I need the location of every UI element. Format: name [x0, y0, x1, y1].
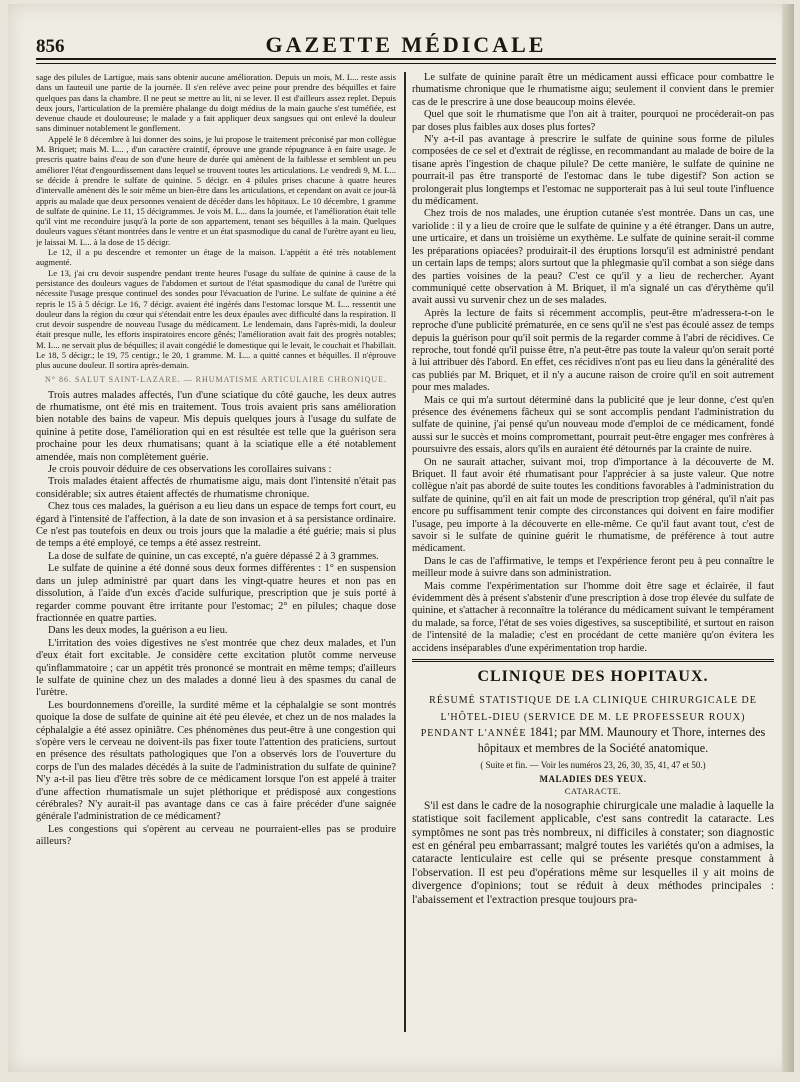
newspaper-page — [8, 4, 794, 1072]
subheading-cataracte: CATARACTE. — [564, 785, 622, 796]
body-paragraph: Le sulfate de quinine a été donné sous deux formes différentes : 1° en suspension dans un julep administré par quart dans les vingt-quatre heures et non pas en dissolution, à l'aide d'un excès d'acide sulfurique, prescription que je suis porté à regarder comme pouvant être irritante pour l'estomac; 2° en pilules; chaque dose fractionnée en quatre parties. — [36, 563, 396, 624]
body-paragraph: Mais ce qui m'a surtout déterminé dans la publicité que je leur donne, c'est qu'en présence des événemens fâcheux qui se sont accomplis pendant l'administration du sulfate de quinine, j'ai pensé qu'un nouveau mode d'emploi de ce médicament, fondé aussi sur le succès et moins compromettant, pourrait peut-être engager mes confrères à poursuivre des essais, alors qu'ils en auraient été détournés par la crainte de nuire. — [412, 394, 774, 456]
body-paragraph: Le sulfate de quinine paraît être un médicament aussi efficace pour combattre le rhumatisme chronique que le rhumatisme aigu; seulement il convient dans le premier cas de le prescrire à une dose beaucoup moins élevée. — [412, 72, 774, 108]
journal-title: GAZETTE MÉDICALE — [265, 32, 547, 57]
page-edge — [782, 4, 794, 1072]
section-title: CLINIQUE DES HOPITAUX. — [477, 668, 709, 686]
show-through-text: N° 86. SALUT SAINT-LAZARE. — RHUMATISME ARTICULAIRE CHRONIQUE. — [44, 374, 388, 384]
body-paragraph: Trois autres malades affectés, l'un d'une sciatique du côté gauche, les deux autres de rhumatisme, ont été mis en traitement. Tous trois avaient pris sans amélioration bien notable des bains de vapeur. Mis depuis quelques jours à l'usage du sulfate de quinine à petite dose, l'amélioration qui en est résultée est telle que la guérison sera prochaine pour les deux rhumatisans; quant à la sciatique elle a été notablement amendée, mais non complètement guérie. — [36, 389, 396, 463]
body-paragraph: Trois malades étaient affectés de rhumatisme aigu, mais dont l'intensité n'était pas considérable; six autres étaient affectés de rhumatisme chronique. — [36, 476, 396, 500]
page-number: 856 — [36, 36, 65, 57]
subheading: MALADIES DES YEUX. — [539, 773, 647, 784]
body-paragraph: Chez tous ces malades, la guérison a eu lieu dans un espace de temps fort court, eu égard à l'intensité de l'affection, à la date de son invasion et à sa persistance ordinaire. Ce n'est pas toutefois en deux ou trois jours que la maladie a été guérie; mais si plus de temps a été employé, ce temps a été assez restreint. — [36, 501, 396, 550]
abstract-authors: 1841; par MM. Maunoury et Thore, internes des hôpitaux et membres de la Société anatomique. — [477, 724, 766, 756]
body-paragraph: Dans les deux modes, la guérison a eu lieu. — [48, 625, 228, 637]
body-paragraph: Les congestions qui s'opèrent au cerveau ne pourraient-elles pas se produire ailleurs? — [36, 823, 396, 848]
body-paragraph: Après la lecture de faits si récemment accomplis, peut-être m'adressera-t-on le reproche d'une publicité prématurée, en ce sens qu'il ne s'est pas écoulé assez de temps depuis la guérison pour qu'il soit permis de la regarder comme à l'abri de récidives. Ce reproche, tout fondé qu'il puisse être, n'a peut-être pas toute la valeur qu'on serait porté à lui attribuer dès l'abord. En effet, ces récidives n'ont pas eu lieu dans la généralité des cas publiés par M. Briquet, et il n'y a aucune raison de croire qu'il en soit autrement pour mes malades. — [412, 307, 774, 394]
body-paragraph: L'irritation des voies digestives ne s'est montrée que chez deux malades, et l'un d'eux était fort excitable. Je considère cette excitation plutôt comme nerveuse qu'inflammatoire ; car un appétit très prononcé se montrait en même temps; d'ailleurs le sulfate de quinine chez un des malades a donné lieu à des spasmes du canal de l'urètre. — [36, 637, 396, 699]
body-paragraph: Les bourdonnemens d'oreille, la surdité même et la céphalalgie se sont montrés quoique la dose de sulfate de quinine ait été peu élevée, et chez un de nos malades la céphalalgie a été assez opiniâtre. Ces phénomènes dus peut-être à une congestion qui s'opère vers le cerveau ne doivent-ils pas fixer toute l'attention des praticiens, surtout en présence des résultats pathologiques que l'on a observés lors de l'ouverture du corps de l'un des malades décédés à la suite de l'administration du sulfate de quinine? N'y a-t-il pas lieu d'être très sobre de ce médicament lorsque l'on est appelé à traiter d'une affection rhumatismale un sujet pléthorique et prédisposé aux congestions cérébrales? N'y aurait-il pas avantage dans ce cas à faire précéder d'une saignée générale l'administration de ce médicament? — [36, 699, 396, 823]
body-paragraph: N'y a-t-il pas avantage à prescrire le sulfate de quinine sous forme de pilules composées de ce sel et d'extrait de réglisse, en recommandant au malade de boire de la tisane après l'ingestion de chaque pilule? De cette manière, le sulfate de quinine ne pourrait-il pas être transporté de l'estomac dans le tube digestif? Son action se prolongerait plus longtemps et l'estomac ne supporterait pas à lui seul toute l'influence du médicament. — [412, 134, 774, 208]
right-column — [412, 72, 774, 1062]
body-paragraph: Mais comme l'expérimentation sur l'homme doit être sage et éclairée, il faut évidemment dès à présent s'abstenir d'une prescription à dose trop élevée du sulfate de quinine, et s'attacher à reconnaître la tolérance du médicament suivant le tempérament du malade, sa force, l'état de ses voies digestives, sa susceptibilité, et surtout en raison de l'intensité de la maladie; c'est en procédant de cette manière qu'on évitera les accidens inséparables d'une expérimentation trop hardie. — [412, 580, 774, 654]
column-divider — [404, 72, 406, 1032]
clinique-paragraph: S'il est dans le cadre de la nosographie chirurgicale une maladie à laquelle la statistique soit facilement applicable, c'est sans contredit la cataracte. Les symptômes ne sont pas très nombreux, ni difficiles à constater; son diagnostic est en général peu embarrassant; malgré toutes les variétés qu'on a admises, la cataracte lenticulaire est celle qui se présente presque constamment à l'observation. Il est peu d'opérations même sur lesquelles il y ait moins de divergence d'opinions; tout se réduit à deux méthodes principales : l'abaissement et l'extraction presque toujours pra- — [412, 799, 774, 906]
left-column — [36, 72, 396, 1062]
section-rule — [412, 659, 774, 662]
observation-paragraph: Le 12, il a pu descendre et remonter un étage de la maison. L'appétit a été très notablement augmenté. — [36, 247, 396, 268]
body-paragraph: Je crois pouvoir déduire de ces observations les corollaires suivans : — [48, 464, 332, 476]
observation-paragraph: Appelé le 8 décembre à lui donner des soins, je lui propose le traitement préconisé par mon collègue M. Briquet; mais M. L... , d'un caractère craintif, éprouve une grande répugnance à en faire usage. Je prescris quatre bains d'eau de son d'une heure de durée qui amènent de la faiblesse et semblent un peu améliorer l'état d'engourdissement dans lequel se trouvent toutes les articulations. Le vendredi 9, M. L... se décide à prendre le sulfate de quinine. 5 décigr. en 4 pilules prises chacune à quatre heures d'intervalle amènent dès le soir même un bien-être dans les articulations, et cependant on avait ce jour-là appris au malade que deux personnes venaient de décéder dans les hôpitaux. Le 10 décembre, 1 gramme de sulfate de quinine. Le 11, 15 décigrammes. Je vois M. L... dans la journée, et l'amélioration était telle qu'il vint me reconduire jusqu'à la porte de son appartement, tenant ses béquilles à la main. Quelques douleurs vagues s'étant montrées dans le ventre et un état spasmodique du canal de l'urètre ayant eu lieu, je laissai M. L... à la dose de 15 décigr. — [36, 133, 396, 247]
abstract-smallcaps: RÉSUMÉ STATISTIQUE DE LA CLINIQUE CHIRURGICALE DE L'HÔTEL-DIEU (SERVICE DE M. LE PROFESSEUR ROUX) PENDANT L'ANNÉE — [420, 695, 757, 739]
body-paragraph: Dans le cas de l'affirmative, le temps et l'expérience feront peu à peu connaître le meilleur mode à suivre dans son administration. — [412, 555, 774, 580]
page-header — [36, 28, 776, 64]
suite-note: ( Suite et fin. — Voir les numéros 23, 26, 30, 35, 41, 47 et 50.) — [480, 759, 706, 770]
body-paragraph: On ne saurait attacher, suivant moi, trop d'importance à la découverte de M. Briquet. Il faut avoir été rhumatisant pour l'apprécier à sa juste valeur. Que notre collègue n'ait pas abordé de suite toutes les conditions favorables à l'administration du sulfate de quinine, qu'il en ait fait un mode de prescription trop général, qu'il n'ait pas encore pu suffisamment tenir compte des circonstances qui doivent en faire modifier l'usage, peu importe à la découverte en elle-même. Ce qu'il faut avant tout, c'est de savoir si le sulfate de quinine guérit le rhumatisme, de préférence à tout autre médicament. — [412, 456, 774, 555]
section-abstract — [412, 692, 774, 756]
header-rule — [36, 58, 776, 64]
observation-paragraph: Le 13, j'ai cru devoir suspendre pendant trente heures l'usage du sulfate de quinine à cause de la persistance des douleurs vagues de l'abdomen et surtout de l'état spasmodique du canal de l'urètre qui nécessite l'usage presque continuel des sondes pour l'évacuation de l'urine. Le sulfate de quinine a été repris le 15 à 5 décigr. Le 16, 7 décigr. avaient été ingérés dans l'estomac lorsque M. L... ressentit une douleur dans la région du cœur qui s'étendait entre les deux épaules avec difficulté dans la respiration. Il crut devoir suspendre de nouveau l'usage du médicament. Le lendemain, dans l'après-midi, la douleur était presque nulle, les efforts inspiratoires encore gênés; l'amélioration avait fait des progrès notables; M. L... ne servait plus de béquilles; il avait congédié le domestique qui le levait, le couchait et l'habillait. Le 18, 5 décigr.; le 19, 75 centigr.; le 20, 1 gramme. M. L... a quitté cannes et béquilles. Il n'éprouve plus aucune douleur. Il sortira après-demain. — [36, 267, 396, 371]
body-paragraph: La dose de sulfate de quinine, un cas excepté, n'a guère dépassé 2 à 3 grammes. — [48, 550, 379, 562]
body-paragraph: Chez trois de nos malades, une éruption cutanée s'est montrée. Dans un cas, une variolide : il y a lieu de croire que le sulfate de quinine y a été étranger. Dans un autre, une urticaire, et dans un troisième un exythème. Le sulfate de quinine serait-il comme les préparations opiacées? produirait-il des éruptions lorsqu'il est administré pendant un certain laps de temps; alors surtout que la phlegmasie qu'il combat a son siége dans des parties voisines de la peau? C'est ce qu'il y a lieu de rechercher. Ayant communiqué cette observation à M. Briquet, il m'a signalé un cas d'érythème qu'il avait aussi vu survenir chez un de ses malades. — [412, 208, 774, 307]
observation-paragraph: sage des pilules de Lartigue, mais sans obtenir aucune amélioration. Depuis un mois, M. L... reste assis dans un fauteuil une partie de la journée. Il s'en relève avec peine pour prendre des béquilles et faire quelques pas dans la chambre. Il ne peut se mettre au lit, ni se lever. Il est d'ailleurs assez replet. Depuis deux jours, l'articulation de la première phalange du doigt médius de la main gauche s'est tuméfiée, est devenue chaude et douloureuse; le malade y a fait appliquer deux sangsues qui ont enlevé la douleur sans diminuer notablement le gonflement. — [36, 72, 396, 134]
body-paragraph: Quel que soit le rhumatisme que l'on ait à traiter, pourquoi ne procéderait-on pas par doses plus faibles aux doses plus fortes? — [412, 109, 774, 133]
